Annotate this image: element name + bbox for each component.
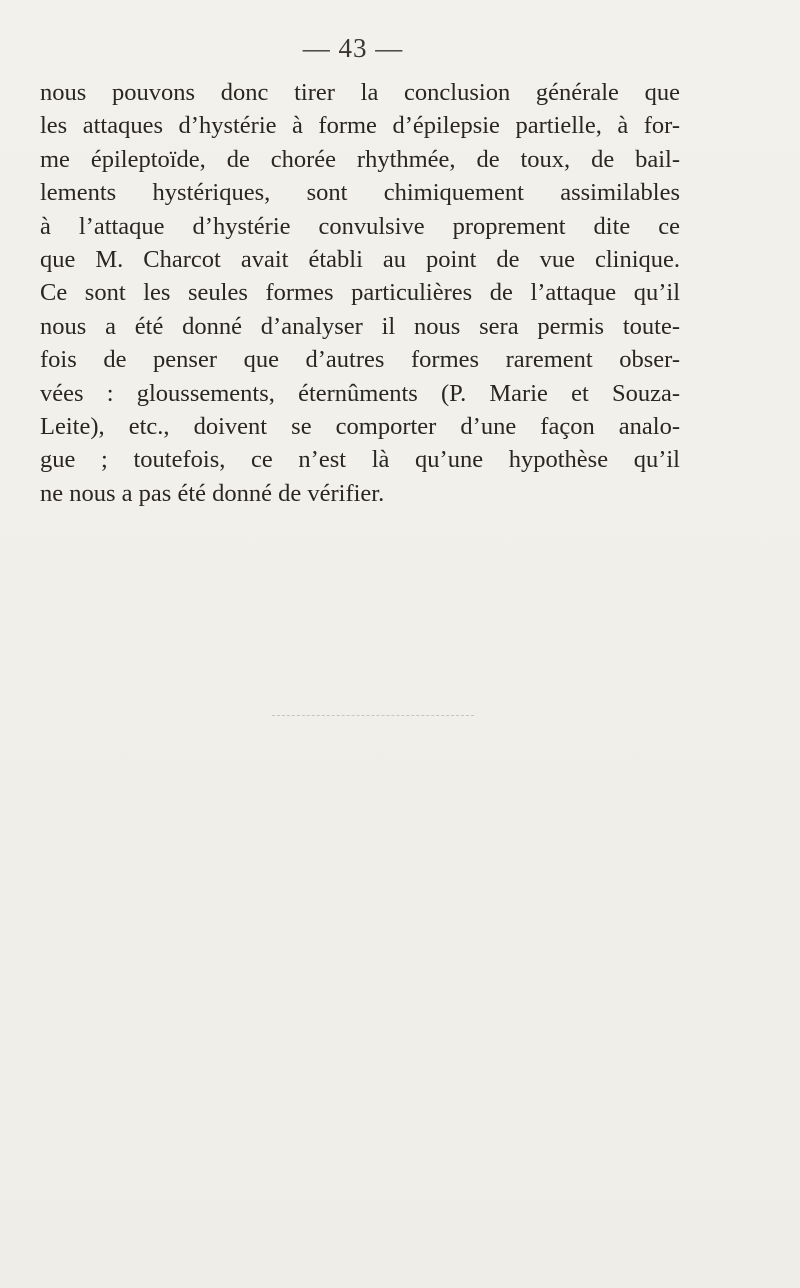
text-line: Ce sont les seules formes particulières de l’attaque qu’il [40,279,680,307]
text-line: Leite), etc., doivent se comporter d’une façon analo- [40,412,680,440]
text-line: les attaques d’hystérie à forme d’épilepsie partielle, à for- [40,112,680,140]
text-line: nous pouvons donc tirer la conclusion générale que [40,79,680,106]
page-number: — 43 — [302,33,404,63]
text-line-last: ne nous a pas été donné de vérifier. [40,479,385,507]
text-line: me épileptoïde, de chorée rhythmée, de toux, de bail- [40,145,680,173]
text-line: à l’attaque d’hystérie convulsive proprement dite ce [40,212,680,240]
text-line: lements hystériques, sont chimiquement assimilables [40,179,680,207]
text-line: gue ; toutefois, ce n’est là qu’une hypothèse qu’il [40,446,680,474]
text-line: vées : gloussements, éternûments (P. Marie et Souza- [40,379,680,407]
text-line: fois de penser que d’autres formes rarement obser- [40,346,680,374]
section-divider [272,715,474,716]
text-line: nous a été donné d’analyser il nous sera permis toute- [40,312,680,340]
body-paragraph [40,76,680,510]
text-line: que M. Charcot avait établi au point de vue clinique. [40,245,680,273]
